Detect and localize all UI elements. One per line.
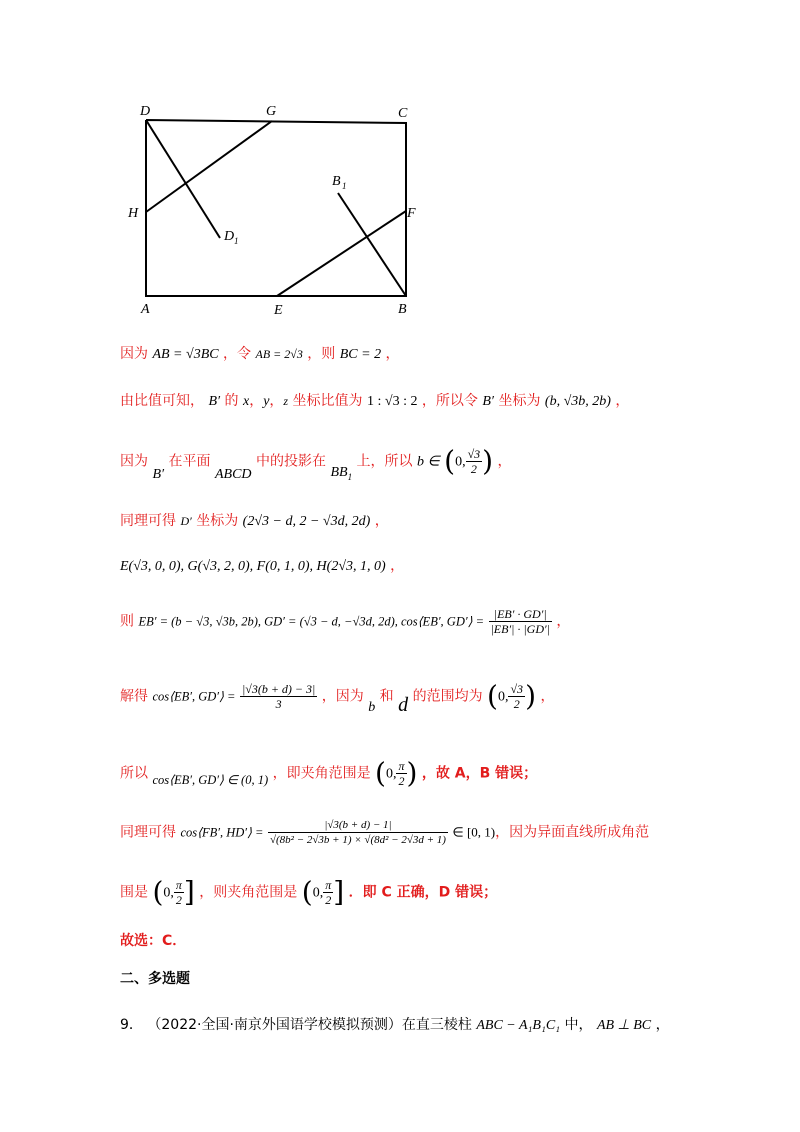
label-b1: B	[332, 174, 341, 189]
fraction	[174, 878, 184, 907]
solution-line-9	[120, 818, 760, 858]
math: (2√3 − d, 2 − √3d, 2d)	[242, 514, 371, 529]
solution-line-7	[120, 679, 760, 722]
text: ，	[269, 393, 284, 409]
text: 同理可得	[120, 824, 176, 841]
solution-line-2	[120, 391, 760, 412]
text: ，	[497, 453, 512, 470]
math: BC = 2	[339, 347, 382, 362]
fraction	[508, 682, 525, 711]
math: D′	[180, 514, 192, 528]
fraction-numerator: √3	[510, 682, 524, 696]
text: 的	[224, 393, 239, 409]
fraction	[240, 682, 317, 711]
math: y	[263, 394, 270, 409]
text: ，	[390, 558, 405, 574]
label-c: C	[398, 106, 408, 121]
question-number: 9．	[120, 1017, 143, 1033]
label-g: G	[266, 104, 277, 119]
fraction-denominator: |EB′| · |GD′|	[490, 622, 550, 636]
text: 因为	[120, 453, 148, 470]
label-d1: D	[224, 229, 235, 244]
text: ，因为	[321, 688, 364, 705]
math: cos⟨FB′, HD′⟩ =	[180, 825, 264, 840]
fraction-denominator: 2	[398, 774, 405, 788]
math: E(√3, 0, 0), G(√3, 2, 0), F(0, 1, 0), H(2√3, 1, 0)	[120, 559, 386, 574]
text: ，则夹角范围是	[199, 884, 298, 901]
fraction	[489, 607, 552, 636]
math-sub: 1	[347, 471, 353, 482]
paren-close: )	[482, 444, 494, 478]
text: ，令	[223, 346, 252, 362]
fraction-numerator: |EB′ · GD′|	[489, 607, 552, 622]
math	[330, 465, 352, 480]
math: B′	[208, 394, 221, 409]
segment-dd1	[146, 120, 220, 238]
text: ，即夹角范围是	[272, 765, 371, 782]
fraction	[268, 818, 448, 847]
fraction	[466, 447, 483, 476]
answer-text: 故选：C．	[120, 933, 187, 949]
text: 所以	[120, 765, 148, 782]
math: ABC − A₁B₁C₁	[476, 1018, 561, 1033]
math: ∈ [0, 1)	[452, 824, 496, 840]
solution-line-5	[120, 556, 760, 577]
label-b1-sub: 1	[342, 181, 347, 191]
answer-line	[120, 931, 760, 951]
fraction	[396, 759, 406, 788]
bracket-close: ]	[183, 875, 195, 909]
fraction-numerator: √3	[467, 447, 481, 461]
text: ，则	[307, 346, 336, 362]
math: cos⟨EB′, GD′⟩ =	[152, 689, 236, 704]
paren-open: (	[487, 679, 498, 713]
section-heading: 二、多选题	[120, 971, 190, 987]
math: 1 : √3 : 2	[367, 394, 418, 409]
fraction-denominator: 2	[175, 893, 182, 907]
text: 坐标为	[498, 393, 541, 409]
text: 的范围均为	[412, 688, 483, 705]
math: 0,	[385, 766, 397, 782]
bracket-close: ]	[333, 875, 345, 909]
text: ，	[249, 393, 264, 409]
math: B′	[152, 466, 165, 482]
math: b ∈	[416, 454, 440, 470]
text: ，	[655, 1017, 670, 1033]
paren-close: )	[525, 679, 536, 713]
math: B′	[482, 394, 494, 409]
fraction-numerator: π	[398, 759, 405, 773]
fraction-denominator: 3	[275, 697, 282, 711]
solution-line-10	[120, 875, 760, 914]
text: ，因为异面直线所成角范	[495, 824, 650, 841]
math: AB = 2√3	[255, 347, 303, 361]
math: AB ⊥ BC	[596, 1018, 652, 1033]
fraction-numerator: |√3(b + d) − 1|	[268, 818, 448, 833]
label-d: D	[140, 104, 151, 119]
label-e: E	[274, 303, 283, 318]
label-b: B	[398, 302, 407, 317]
text: ，	[556, 613, 571, 630]
label-h: H	[128, 206, 139, 221]
question-9	[120, 1015, 760, 1036]
paren-open: (	[152, 875, 164, 909]
label-d1-sub: 1	[234, 236, 239, 246]
math: (b, √3b, 2b)	[544, 394, 611, 409]
math: ABCD	[214, 466, 252, 482]
solution-line-6	[120, 607, 760, 655]
math-base: BB	[330, 464, 348, 480]
paren-open: (	[444, 444, 456, 478]
math: d	[398, 693, 409, 716]
text: ，故 A，B 错误；	[421, 765, 538, 782]
text: 则	[120, 613, 134, 630]
text: 坐标为	[196, 513, 239, 529]
text: 由比值可知，	[120, 393, 204, 409]
geometry-figure	[110, 95, 440, 325]
solution-line-3	[120, 444, 760, 483]
text: 同理可得	[120, 513, 176, 529]
math: AB = √3BC	[152, 347, 219, 362]
text: 中，	[564, 1017, 593, 1033]
text: ，所以令	[421, 393, 478, 409]
rectangle-abcd	[146, 120, 406, 296]
fraction-numerator: π	[325, 878, 332, 892]
text: 在平面	[168, 453, 211, 470]
paren-open: (	[375, 756, 386, 790]
fraction-denominator: 2	[470, 462, 477, 476]
text: ，	[385, 346, 400, 362]
math: cos⟨EB′, GD′⟩ ∈ (0, 1)	[152, 772, 269, 787]
label-f: F	[407, 206, 416, 221]
math: z	[283, 394, 289, 408]
math: EB′ = (b − √3, √3b, 2b), GD′ = (√3 − d, −√3d, 2d), cos⟨EB′, GD′⟩ =	[138, 614, 485, 629]
text: 上，所以	[356, 453, 413, 470]
fraction-denominator: 2	[513, 697, 520, 711]
text: ，	[615, 393, 630, 409]
fraction-numerator: |√3(b + d) − 3|	[241, 682, 316, 696]
text: 和	[379, 688, 394, 705]
text: 围是	[120, 884, 148, 901]
text: ，	[374, 513, 389, 529]
math: 0,	[163, 885, 174, 901]
fraction	[323, 878, 333, 907]
segment-ef	[277, 211, 406, 296]
rectangle-diagram	[110, 95, 440, 325]
paren-open: (	[301, 875, 313, 909]
fraction-denominator: √(8b² − 2√3b + 1) × √(8d² − 2√3d + 1)	[269, 834, 446, 846]
math: 0,	[497, 689, 509, 705]
segment-b1b	[338, 193, 406, 296]
label-a: A	[141, 302, 150, 317]
text: ．即 C 正确，D 错误；	[348, 884, 498, 901]
fraction-numerator: π	[175, 878, 182, 892]
question-source: （2022·全国·南京外国语学校模拟预测）在直三棱柱	[147, 1017, 472, 1033]
solution-line-1	[120, 344, 760, 365]
text: 中的投影在	[256, 453, 326, 470]
math: 0,	[312, 885, 324, 901]
paren-close: )	[406, 756, 418, 790]
text: 解得	[120, 688, 148, 705]
solution-line-4	[120, 511, 760, 532]
text: 因为	[120, 346, 148, 362]
segment-hg	[146, 121, 272, 212]
text: ，	[540, 688, 555, 705]
fraction-denominator: 2	[325, 893, 332, 907]
math: b	[368, 699, 376, 715]
math: x	[242, 394, 250, 409]
math: 0,	[455, 454, 466, 470]
text: 坐标比值为	[292, 393, 363, 409]
solution-line-8	[120, 756, 760, 795]
